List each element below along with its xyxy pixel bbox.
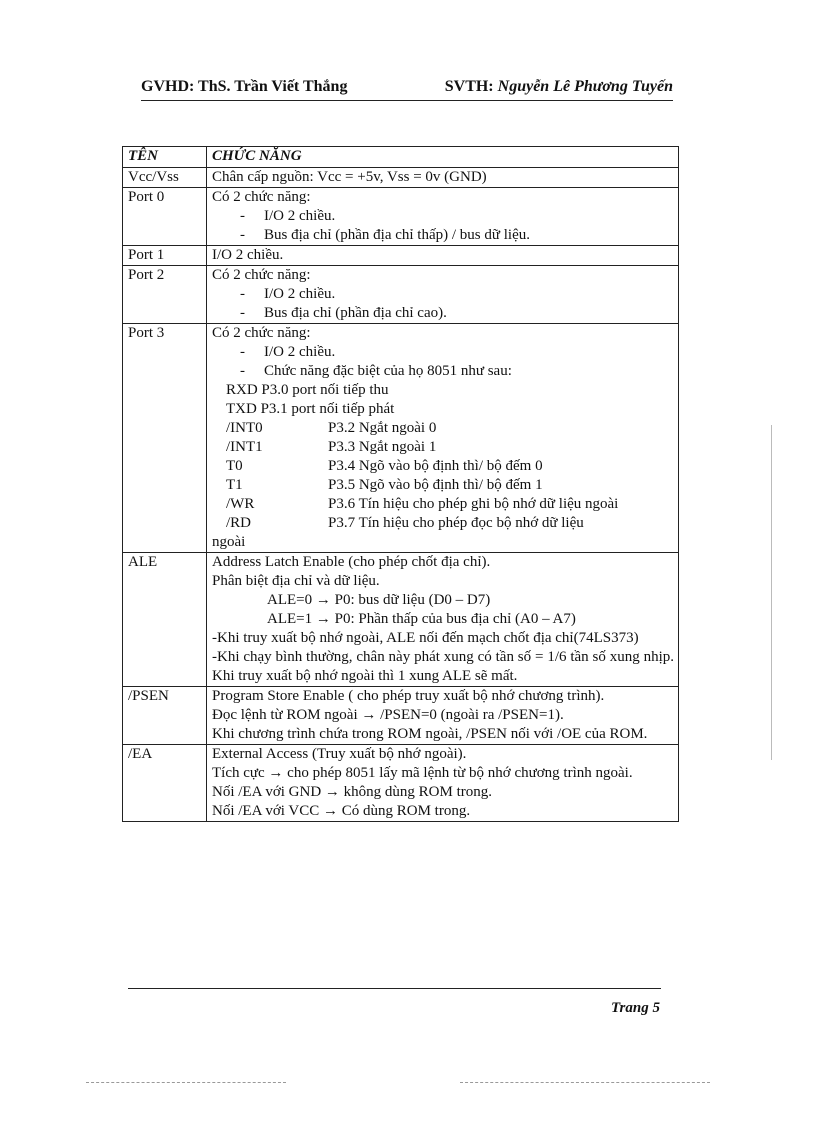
bullet-item: - I/O 2 chiều. [212, 207, 674, 226]
desc-line: -Khi truy xuất bộ nhớ ngoài, ALE nối đến mạch chốt địa chỉ(74LS373) [212, 630, 639, 646]
bullet-item: - I/O 2 chiều. [212, 285, 674, 304]
header-rule [141, 100, 673, 101]
table-row [123, 324, 679, 553]
desc-line: Chân cấp nguồn: Vcc = +5v, Vss = 0v (GND) [212, 169, 487, 185]
desc-line: -Khi chạy bình thường, chân này phát xung có tần số = 1/6 tần số xung nhịp. Khi truy xuất bộ nhớ ngoài thì 1 xung ALE sẽ mất. [212, 649, 674, 684]
advisor-name: ThS. Trần Viết Thắng [198, 78, 348, 95]
bullet-item: - Chức năng đặc biệt của họ 8051 như sau: [212, 362, 674, 381]
advisor [141, 78, 347, 96]
desc-intro: Có 2 chức năng: [212, 325, 311, 341]
table-row [123, 188, 679, 246]
row-desc [207, 188, 679, 246]
bullet-item: - Bus địa chỉ (phần địa chỉ thấp) / bus dữ liệu. [212, 226, 674, 245]
scan-artifact-left [86, 1082, 286, 1083]
page-header [141, 78, 673, 96]
desc-line: Nối /EA với VCC → Có dùng ROM trong. [212, 803, 471, 819]
pin-desc: P3.5 Ngõ vào bộ định thì/ bộ đếm 1 [328, 477, 543, 493]
row-desc [207, 266, 679, 324]
table-row [123, 687, 679, 745]
pin-desc: P3.7 Tín hiệu cho phép đọc bộ nhớ dữ liệu [328, 515, 584, 531]
scan-margin-line [771, 425, 772, 760]
row-desc [207, 324, 679, 553]
row-name: Vcc/Vss [123, 168, 207, 188]
pin-row [212, 476, 674, 495]
row-name: Port 2 [123, 266, 207, 324]
col-header-name: TÊN [123, 147, 207, 168]
row-name: Port 1 [123, 246, 207, 266]
pin-row [212, 457, 674, 476]
txd-line: TXD P3.1 port nối tiếp phát [226, 401, 395, 417]
desc-line: Đọc lệnh từ ROM ngoài → /PSEN=0 (ngoài ra /PSEN=1). [212, 707, 564, 723]
desc-intro: Có 2 chức năng: [212, 267, 311, 283]
table-row [123, 168, 679, 188]
page-number: Trang 5 [610, 1000, 660, 1016]
pin-name: /INT1 [226, 439, 263, 455]
row-desc [207, 687, 679, 745]
table-header-row [123, 147, 679, 168]
desc-line: Phân biệt địa chỉ và dữ liệu. [212, 573, 380, 589]
table-row [123, 266, 679, 324]
table-row [123, 745, 679, 822]
pin-desc: P3.6 Tín hiệu cho phép ghi bộ nhớ dữ liệu ngoài [328, 496, 619, 512]
pin-name: /WR [226, 496, 255, 512]
pin-row [212, 438, 674, 457]
table-row [123, 553, 679, 687]
desc-line: Nối /EA với GND → không dùng ROM trong. [212, 784, 493, 800]
row-name: Port 0 [123, 188, 207, 246]
desc-line: ALE=0 → P0: bus dữ liệu (D0 – D7) [267, 592, 491, 608]
row-name: /PSEN [123, 687, 207, 745]
table-row [123, 246, 679, 266]
pin-desc: P3.2 Ngắt ngoài 0 [328, 420, 437, 436]
desc-line: Program Store Enable ( cho phép truy xuất bộ nhớ chương trình). [212, 688, 605, 704]
row-name: Port 3 [123, 324, 207, 553]
rxd-line: RXD P3.0 port nối tiếp thu [226, 382, 389, 398]
desc-intro: Có 2 chức năng: [212, 189, 311, 205]
pin-name: /RD [226, 515, 252, 531]
desc-line: Khi chương trình chứa trong ROM ngoài, /PSEN nối với /OE của ROM. [212, 726, 648, 742]
row-name: /EA [123, 745, 207, 822]
row-desc [207, 553, 679, 687]
bullet-item: - I/O 2 chiều. [212, 343, 674, 362]
row-desc [207, 168, 679, 188]
student-label: SVTH: [444, 78, 494, 95]
pin-name: T1 [226, 477, 243, 493]
footer-rule [128, 988, 661, 989]
pin-name: /INT0 [226, 420, 263, 436]
student [445, 78, 673, 96]
desc-line: ALE=1 → P0: Phần thấp của bus địa chỉ (A0 – A7) [267, 611, 576, 627]
desc-line: I/O 2 chiều. [212, 247, 284, 263]
pin-desc-continued: ngoài [212, 534, 246, 550]
bullet-item: - Bus địa chỉ (phần địa chỉ cao). [212, 304, 674, 323]
pin-name: T0 [226, 458, 243, 474]
pin-function-table [122, 146, 679, 822]
desc-line: Address Latch Enable (cho phép chốt địa chỉ). [212, 554, 491, 570]
desc-line: Tích cực → cho phép 8051 lấy mã lệnh từ bộ nhớ chương trình ngoài. [212, 765, 633, 781]
row-desc [207, 246, 679, 266]
pin-desc: P3.4 Ngõ vào bộ định thì/ bộ đếm 0 [328, 458, 543, 474]
row-desc [207, 745, 679, 822]
pin-row [212, 495, 674, 514]
student-name: Nguyễn Lê Phương Tuyến [497, 78, 673, 95]
scan-artifact-right [460, 1082, 710, 1083]
row-name: ALE [123, 553, 207, 687]
advisor-label: GVHD: [141, 78, 195, 95]
pin-desc: P3.3 Ngắt ngoài 1 [328, 439, 437, 455]
desc-line: External Access (Truy xuất bộ nhớ ngoài). [212, 746, 467, 762]
col-header-function: CHỨC NĂNG [207, 147, 679, 168]
pin-row [212, 514, 674, 533]
pin-row [212, 419, 674, 438]
